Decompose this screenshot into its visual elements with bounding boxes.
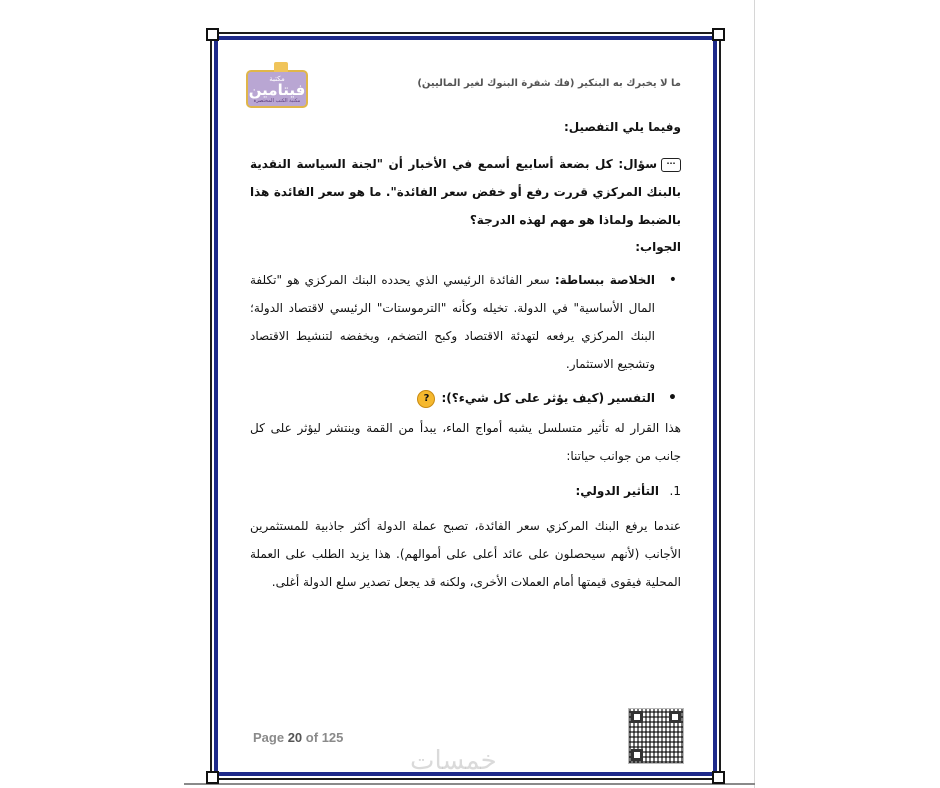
question-text: سؤال: كل بضعة أسابيع أسمع في الأخبار أن "لجنة السياسة النقدية بالبنك المركزي قررت رفع أو خفض سعر الفائدة". ما هو سعر الفائدة هذا بالضبط ولماذا هو مهم لهذه الدرجة؟ (250, 157, 681, 227)
thinking-face-icon: ? (417, 390, 435, 408)
bullet1-label: الخلاصة ببساطة: (554, 273, 655, 287)
watermark-text: خمسات (410, 746, 497, 776)
document-page (210, 32, 721, 780)
logo-sub-text: مكتبة الكتب المختصرة (253, 98, 301, 104)
page-total: 125 (321, 730, 344, 745)
bullet2-text: التفسير (كيف يؤثر على كل شيء؟): (441, 391, 655, 405)
item-paragraph: عندما يرفع البنك المركزي سعر الفائدة، تصبح عملة الدولة أكثر جاذبية للمستثمرين الأجانب (لأنهم سيحصلون على عائد أعلى على أموالهم). هذا يزيد الطلب على العملة المحلية فيقوى قيمتها أمام العملات الأخرى، ولكنه قد يجعل تصدير سلع الدولة أغلى. (250, 519, 681, 589)
list-item (250, 384, 655, 412)
chat-bubble-icon: ··· (661, 158, 681, 172)
details-heading: وفيما يلي التفصيل: (563, 120, 681, 134)
page-number (253, 730, 343, 745)
intro-paragraph: هذا القرار له تأثير متسلسل يشبه أمواج الماء، يبدأ من القمة وينتشر ليؤثر على كل جانب من جوانب حياتنا: (250, 421, 681, 463)
logo-main-text: فيتامين (248, 81, 306, 99)
list-item (250, 266, 655, 378)
numbered-item-heading (250, 480, 681, 502)
answer-label: الجواب: (635, 240, 681, 254)
viewer-right-rule (754, 0, 755, 788)
page-current: 20 (287, 730, 303, 745)
frame-corner (206, 28, 219, 41)
qr-code (628, 708, 684, 764)
qr-finder (631, 749, 643, 761)
qr-finder (669, 711, 681, 723)
header-title: ما لا يخبرك به البنكير (فك شفرة البنوك لغير الماليين) (417, 78, 681, 89)
page-content (250, 120, 681, 596)
frame-corner (712, 28, 725, 41)
item-number: 1. (669, 484, 681, 498)
logo-top-text: مكتبة (269, 75, 285, 83)
books-icon (274, 62, 288, 72)
question-paragraph (250, 150, 681, 234)
qr-finder (631, 711, 643, 723)
page-word: Page (253, 730, 285, 745)
bullet1-text: سعر الفائدة الرئيسي الذي يحدده البنك المركزي هو "تكلفة المال الأساسية" في الدولة. تخيله وكأنه "الترموستات" الرئيسي لاقتصاد الدولة؛ البنك المركزي يرفعه لتهدئة الاقتصاد وكبح التضخم، ويخفضه لتنشيط الاقتصاد وتشجيع الاستثمار. (250, 273, 655, 371)
item-title: التأثير الدولي: (575, 484, 659, 498)
page-of: of (305, 730, 319, 745)
bullet-list (250, 266, 681, 412)
viewer-bottom-rule (184, 783, 755, 785)
vitamin-library-logo (246, 70, 308, 108)
frame-corner (206, 771, 219, 784)
frame-corner (712, 771, 725, 784)
